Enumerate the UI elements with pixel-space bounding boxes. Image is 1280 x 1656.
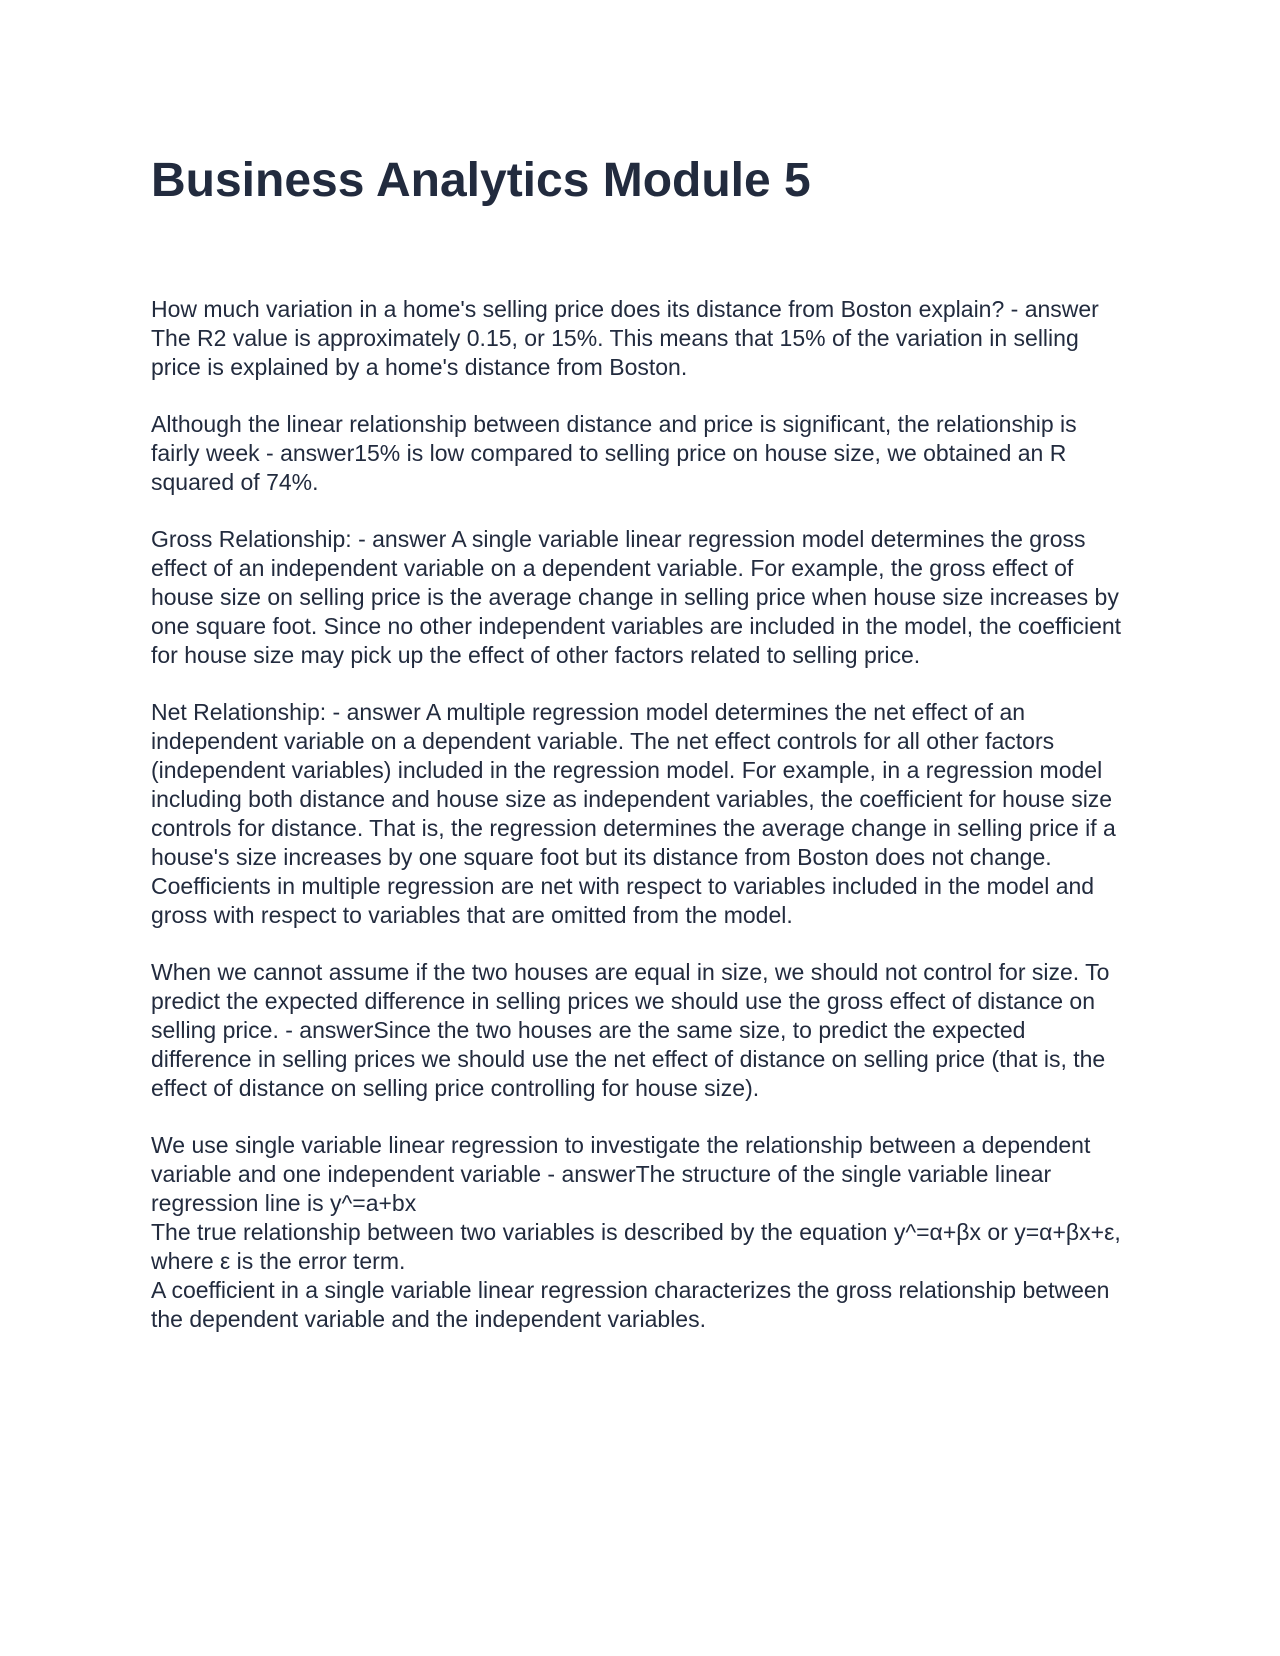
paragraph-line: We use single variable linear regression to investigate the relationship between a dependent variable and one independent variable - answerThe structure of the single variable linear regression line is y^=a+bx [151,1132,1091,1216]
paragraph: Net Relationship: - answer A multiple regression model determines the net effect of an independent variable on a dependent variable. The net effect controls for all other factors (independent variables) included in the regression model. For example, in a regression model including both distance and house size as independent variables, the coefficient for house size controls for distance. That is, the regression determines the average change in selling price if a house's size increases by one square foot but its distance from Boston does not change. Coefficients in multiple regression are net with respect to variables included in the model and gross with respect to variables that are omitted from the model. [151,699,1116,928]
paragraph: Gross Relationship: - answer A single variable linear regression model determines the gross effect of an independent variable on a dependent variable. For example, the gross effect of house size on selling price is the average change in selling price when house size increases by one square foot. Since no other independent variables are included in the model, the coefficient for house size may pick up the effect of other factors related to selling price. [151,526,1122,668]
paragraph-line: The true relationship between two variables is described by the equation y^=α+βx or y=α+βx+ε, where ε is the error term. [151,1219,1121,1274]
document-title: Business Analytics Module 5 [151,154,811,207]
final-paragraph-block [151,1131,1131,1334]
paragraph: When we cannot assume if the two houses are equal in size, we should not control for size. To predict the expected difference in selling prices we should use the gross effect of distance on selling price. - answerSince the two houses are the same size, to predict the expected difference in selling prices we should use the net effect of distance on selling price (that is, the effect of distance on selling price controlling for house size). [151,959,1110,1101]
paragraph-line: A coefficient in a single variable linear regression characterizes the gross relationship between the dependent variable and the independent variables. [151,1277,1110,1332]
document-body [151,295,1131,1334]
paragraph: How much variation in a home's selling price does its distance from Boston explain? - answer The R2 value is approximately 0.15, or 15%. This means that 15% of the variation in selling price is explained by a home's distance from Boston. [151,296,1099,380]
paragraph: Although the linear relationship between distance and price is significant, the relationship is fairly week - answer15% is low compared to selling price on house size, we obtained an R squared of 74%. [151,411,1077,495]
